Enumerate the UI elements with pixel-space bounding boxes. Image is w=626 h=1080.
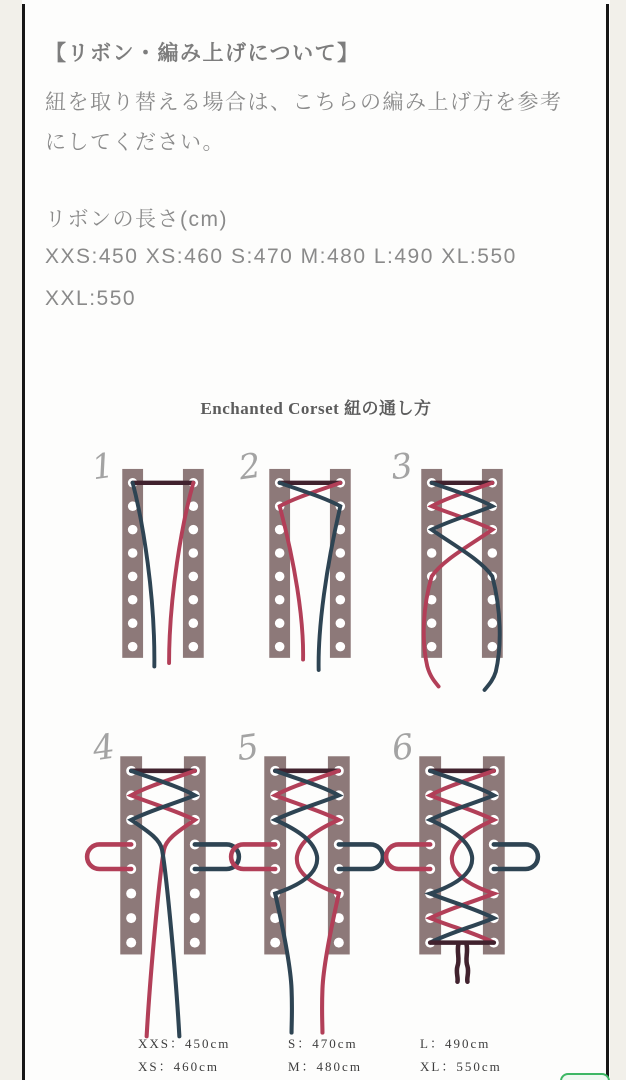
page-left-margin [0,0,22,1080]
page-right-border [606,4,609,1080]
cords [386,771,538,982]
step-1-number: 1 [89,445,117,489]
ribbon-body-line1: 紐を取り替える場合は、こちらの編み上げ方を参考 [45,91,563,114]
ribbon-length-label: リボンの長さ(cm) [45,208,228,231]
corset-strips [421,469,502,658]
lacing-step-6 [362,726,562,1054]
size-label-s: S：470cm [288,1036,358,1051]
diagram-title: Enchanted Corset 紐の通し方 [200,399,432,418]
size-label-column-1 [138,1032,230,1078]
page-right-margin [610,0,626,1080]
cords [231,771,383,1033]
corset-strips [264,756,349,954]
ribbon-body-line2: にしてください。 [45,131,225,154]
size-label-xl: XL：550cm [420,1059,502,1074]
corset-strips [419,756,504,954]
size-label-m: M：480cm [288,1059,362,1074]
step-2-number: 2 [236,445,264,489]
lacing-step-2-illustration [245,462,375,692]
ribbon-section-heading: 【リボン・編み上げについて】 [45,42,360,65]
corset-strips [269,469,350,658]
ribbon-length-values-line2: XXL:550 [45,287,137,310]
floating-action-button[interactable] [560,1073,610,1080]
size-label-column-2 [288,1032,362,1078]
step-3-number: 3 [388,445,416,489]
step-6-number: 6 [389,726,417,770]
size-label-xxs: XXS：450cm [138,1036,231,1051]
lacing-step-3-illustration [397,462,527,692]
lacing-step-2 [236,445,375,697]
size-label-column-3 [420,1032,502,1078]
size-label-l: L：490cm [420,1036,491,1051]
size-label-xs: XS：460cm [138,1059,220,1074]
page-left-border [22,4,25,1080]
lacing-step-3 [388,445,527,697]
lacing-step-1 [89,445,228,697]
ribbon-length-values-line1: XXS:450 XS:460 S:470 M:480 L:490 XL:550 [45,245,517,268]
lacing-step-1-illustration [98,462,228,692]
step-4-number: 4 [90,726,118,770]
step-5-number: 5 [234,726,262,770]
lacing-step-6-illustration [362,749,562,1049]
